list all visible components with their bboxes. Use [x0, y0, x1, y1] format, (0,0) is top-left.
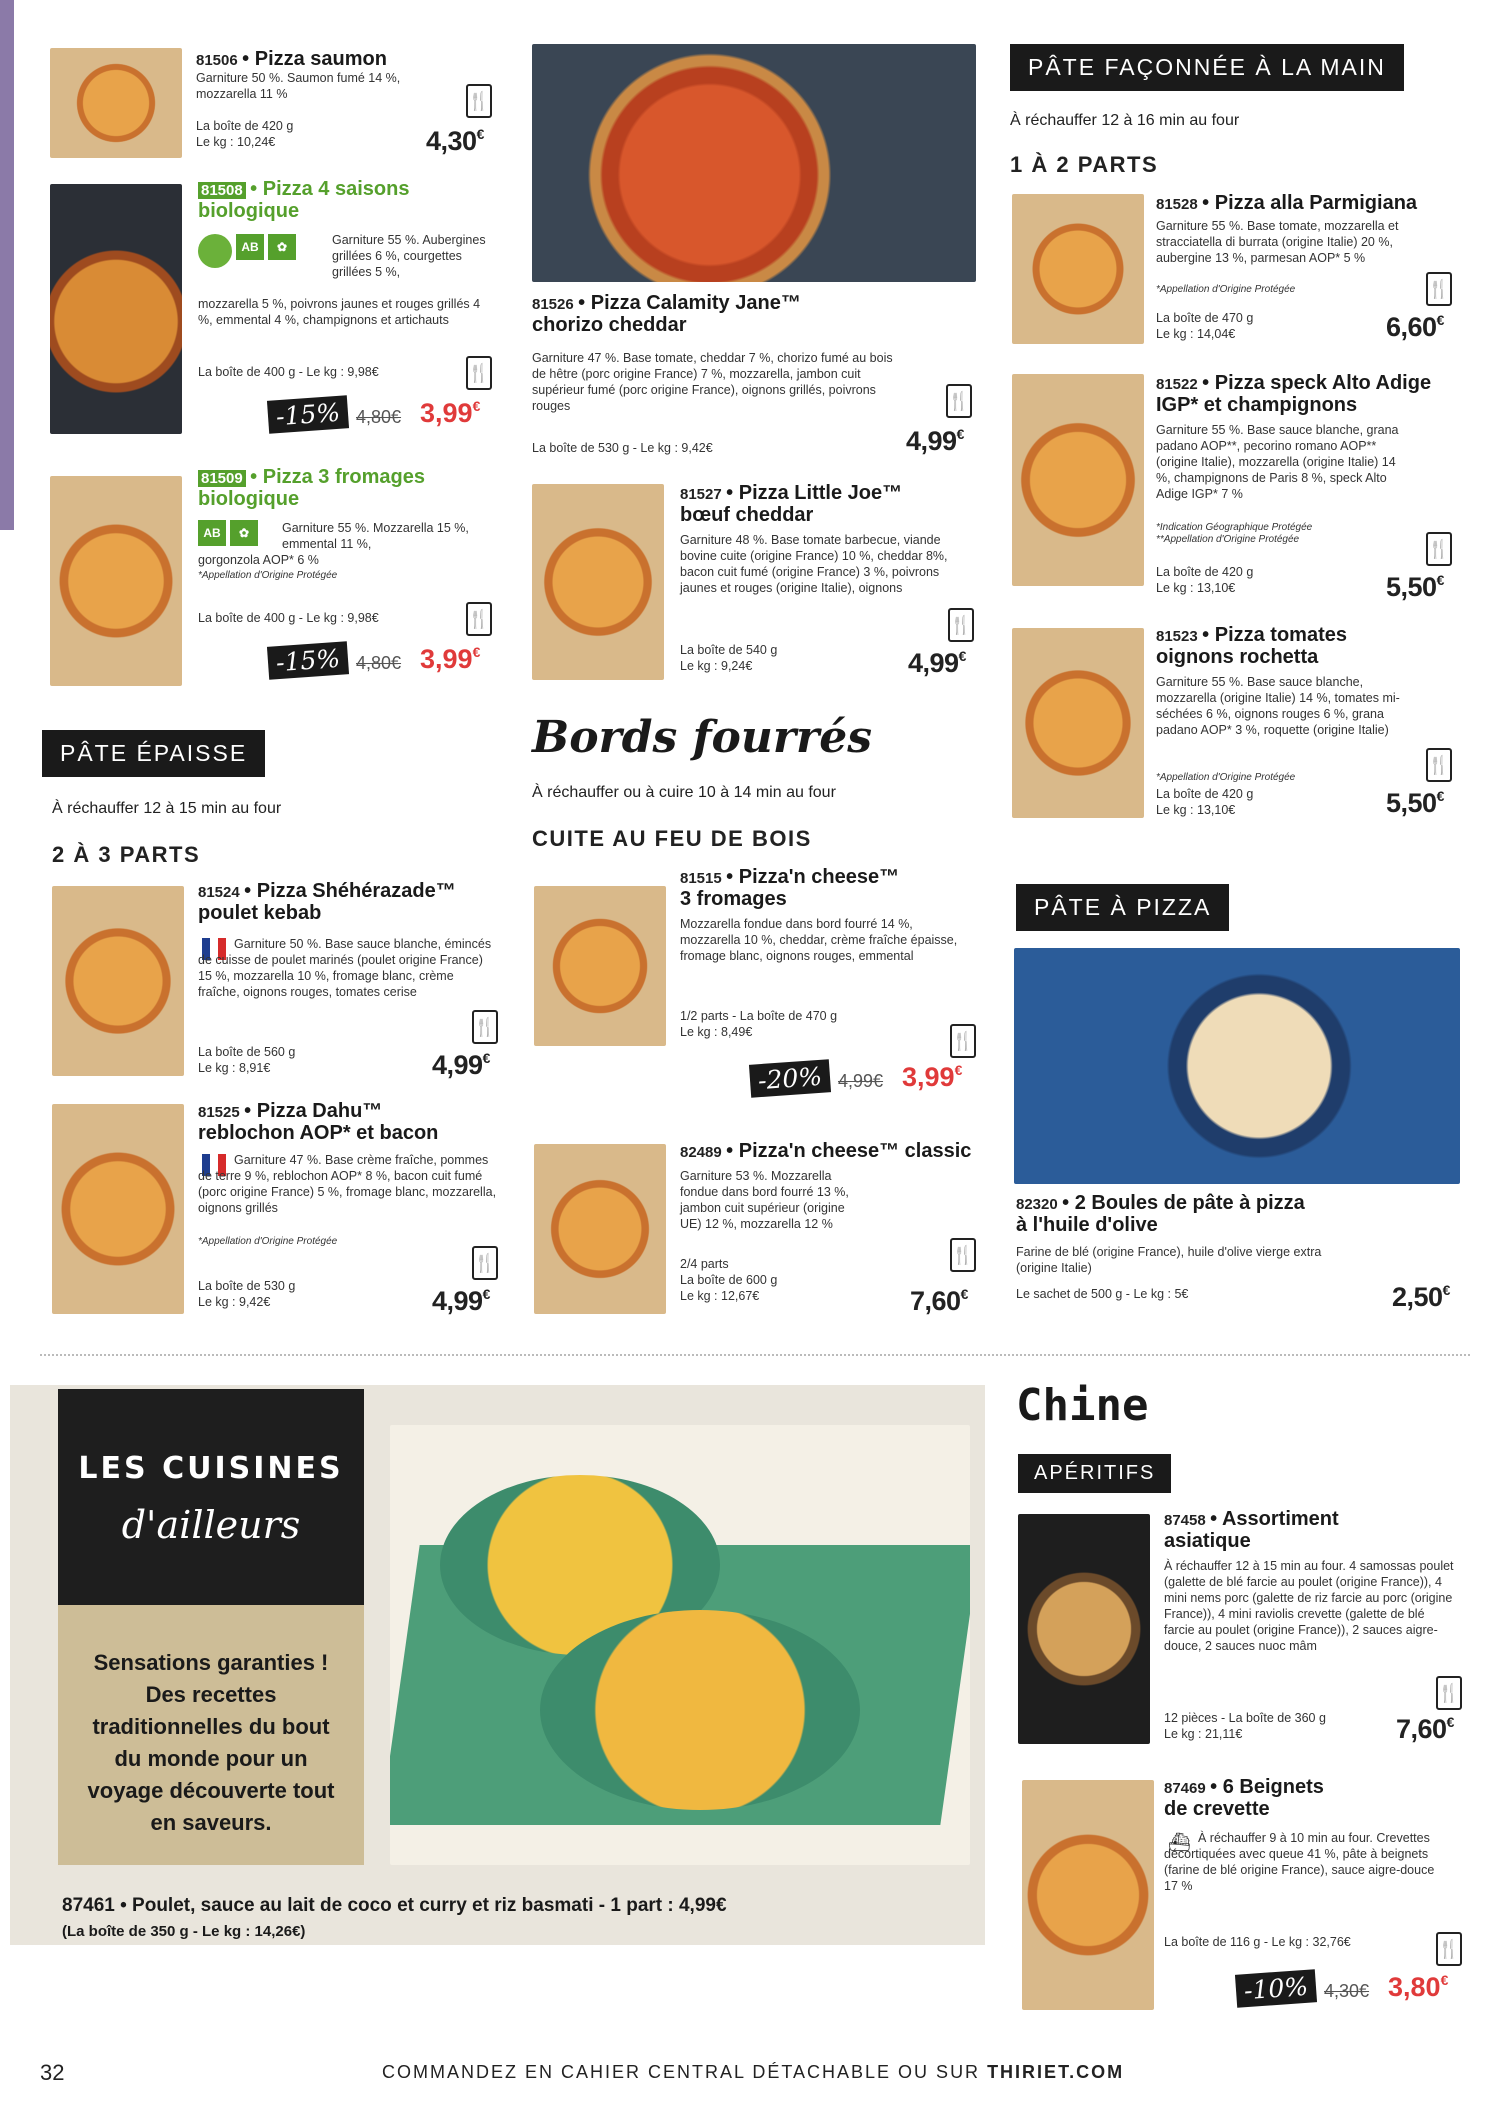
product-name-line1: • Pizza tomates	[1202, 624, 1347, 646]
banner-title-line2: d'ailleurs	[121, 1503, 301, 1547]
price-currency: €	[482, 1050, 490, 1066]
section-note: À réchauffer 12 à 16 min au four	[1010, 112, 1240, 129]
product-code: 81508	[198, 182, 246, 199]
product-photo	[534, 1144, 666, 1314]
price-currency: €	[472, 644, 481, 660]
footer-site-link[interactable]: THIRIET.COM	[987, 2062, 1125, 2082]
banner-title-line1: LES CUISINES	[78, 1451, 344, 1486]
product-price	[910, 1286, 968, 1317]
section-header-aperitifs: APÉRITIFS	[1018, 1454, 1171, 1493]
product-kg: Le kg : 13,10€	[1156, 803, 1236, 817]
price-currency: €	[1436, 312, 1444, 328]
product-name-line2: chorizo cheddar	[532, 314, 687, 336]
product-code: 81526	[532, 296, 574, 313]
product-price	[426, 126, 484, 157]
product-name-line1: • Assortiment	[1210, 1508, 1339, 1530]
product-price	[1392, 1282, 1450, 1313]
eu-organic-icon: ✿	[268, 234, 296, 260]
dough-photo	[1014, 948, 1460, 1184]
price-currency: €	[956, 426, 964, 442]
product-box: La boîte de 530 g - Le kg : 9,42€	[532, 441, 713, 455]
aop-note: *Appellation d'Origine Protégée	[198, 570, 338, 581]
price-value: 4,99	[906, 426, 957, 456]
old-price: 4,80€	[356, 407, 402, 427]
product-kg: Le kg : 10,24€	[196, 135, 276, 149]
old-price: 4,80€	[356, 653, 402, 673]
price-currency: €	[958, 648, 966, 664]
product-photo	[50, 48, 182, 158]
fork-knife-icon: 🍴	[948, 608, 974, 642]
section-note: À réchauffer ou à cuire 10 à 14 min au four	[532, 784, 836, 801]
product-box: La boîte de 420 g	[1156, 565, 1254, 579]
product-pieces: 12 pièces - La boîte de 360 g	[1164, 1711, 1326, 1725]
product-name-line1: • Pizza Shéhérazade™	[244, 880, 456, 902]
aop-note: **Appellation d'Origine Protégée	[1156, 534, 1300, 545]
section-title-bords-fourres: Bords fourrés	[532, 712, 872, 763]
product-price	[1396, 1714, 1454, 1745]
product-name-line2: reblochon AOP* et bacon	[198, 1122, 439, 1144]
fork-knife-icon: 🍴	[950, 1238, 976, 1272]
fork-knife-icon: 🍴	[950, 1024, 976, 1058]
product-81527	[532, 482, 982, 682]
price-currency: €	[482, 1286, 490, 1302]
product-kg: Le kg : 13,10€	[1156, 581, 1236, 595]
product-kg: Le kg : 14,04€	[1156, 327, 1236, 341]
new-price	[420, 644, 480, 675]
product-price	[1386, 312, 1444, 343]
fork-knife-icon: 🍴	[1426, 272, 1452, 306]
product-81522	[1010, 372, 1460, 612]
organic-badges	[198, 520, 258, 546]
fork-knife-icon: 🍴	[472, 1246, 498, 1280]
new-price	[902, 1062, 962, 1093]
product-code: 82489	[680, 1144, 722, 1161]
banner-product-details: (La boîte de 350 g - Le kg : 14,26€)	[62, 1923, 306, 1940]
product-name-text: Pizza saumon	[254, 48, 387, 70]
fork-knife-icon: 🍴	[1426, 748, 1452, 782]
sidebar-accent	[0, 0, 14, 530]
banner-tagline: Sensations garanties ! Des recettes traditionnelles du bout du monde pour un voyage découverte tout en saveurs.	[87, 1650, 335, 1835]
product-code: 81528	[1156, 196, 1198, 213]
product-name: • Pizza alla Parmigiana	[1202, 192, 1418, 214]
fork-knife-icon: 🍴	[946, 384, 972, 418]
ab-label-icon: AB	[236, 234, 264, 260]
product-desc: Garniture 53 %. Mozzarella fondue dans bord fourré 13 %, jambon cuit supérieur (origine UE) 12 %, mozzarella 12 %	[680, 1169, 849, 1231]
product-name-line1: • Pizza'n cheese™	[726, 866, 900, 888]
price-currency: €	[1442, 1282, 1450, 1298]
product-code: 87469	[1164, 1780, 1206, 1797]
product-desc: Farine de blé (origine France), huile d'olive vierge extra (origine Italie)	[1016, 1245, 1322, 1275]
product-code: 81527	[680, 486, 722, 503]
product-kg: Le kg : 8,91€	[198, 1061, 271, 1075]
product-photo	[50, 184, 182, 434]
product-name-line1: • 2 Boules de pâte à pizza	[1062, 1192, 1305, 1214]
product-desc: Garniture 55 %. Base tomate, mozzarella et stracciatella di burrata (origine Italie) 20 %, aubergine 13 %, parmesan AOP* 5 %	[1156, 219, 1399, 265]
hero-pizza-photo	[532, 44, 976, 282]
aop-note: *Appellation d'Origine Protégée	[1156, 772, 1296, 783]
new-price-value: 3,99	[420, 644, 473, 674]
new-price-value: 3,80	[1388, 1972, 1441, 2002]
product-name: • Pizza'n cheese™ classic	[726, 1140, 972, 1162]
product-price	[1386, 572, 1444, 603]
footer-label: COMMANDEZ EN CAHIER CENTRAL DÉTACHABLE OU SUR	[382, 2062, 988, 2082]
product-kg: Le kg : 12,67€	[680, 1289, 760, 1303]
organic-badges	[198, 234, 296, 268]
product-82489	[532, 1140, 982, 1324]
page-number: 32	[40, 2060, 65, 2085]
curry-bowl	[540, 1610, 860, 1810]
boat-icon: ⛴	[1168, 1832, 1191, 1852]
fork-knife-icon: 🍴	[466, 356, 492, 390]
product-code: 81525	[198, 1104, 240, 1121]
product-name-line2: de crevette	[1164, 1798, 1270, 1820]
product-box: La boîte de 600 g	[680, 1273, 778, 1287]
product-desc: Garniture 48 %. Base tomate barbecue, viande bovine cuite (origine France) 10 %, cheddar 8%, bacon cuit fumé (origine France) 3 %, poivrons jaunes et rouges (origine Italie), oignons	[680, 533, 948, 595]
price-value: 4,99	[908, 648, 959, 678]
product-81508	[50, 178, 500, 436]
eu-organic-icon: ✿	[230, 520, 258, 546]
product-kg: Le kg : 9,42€	[198, 1295, 271, 1309]
product-kg: Le kg : 9,24€	[680, 659, 753, 673]
product-81515	[532, 866, 982, 1096]
product-photo	[1018, 1514, 1150, 1744]
product-photo	[1022, 1780, 1154, 2010]
new-price-value: 3,99	[420, 398, 473, 428]
product-code: 81506	[196, 52, 238, 69]
product-desc-1: Garniture 55 %. Mozzarella 15 %, emmental 11 %,	[282, 521, 469, 551]
banner-product-line: 87461 • Poulet, sauce au lait de coco et curry et riz basmati - 1 part : 4,99€	[62, 1895, 727, 1916]
section-note: À réchauffer 12 à 15 min au four	[52, 800, 282, 817]
product-box: La boîte de 116 g - Le kg : 32,76€	[1164, 1935, 1351, 1949]
product-desc: Mozzarella fondue dans bord fourré 14 %, mozzarella 10 %, cheddar, crème fraîche épaisse, fromage blanc, oignons rouges, emmental	[680, 917, 958, 963]
product-name-line1: • Pizza Little Joe™	[726, 482, 903, 504]
product-box: Le sachet de 500 g - Le kg : 5€	[1016, 1287, 1189, 1301]
banner-title-panel	[58, 1389, 364, 1605]
discount-badge: -15%	[267, 395, 349, 434]
product-name-line2: à l'huile d'olive	[1016, 1214, 1158, 1236]
product-81509	[50, 466, 500, 696]
product-box: La boîte de 530 g	[198, 1279, 296, 1293]
fork-knife-icon: 🍴	[1426, 532, 1452, 566]
product-name-line2: asiatique	[1164, 1530, 1251, 1552]
product-name-line2: 3 fromages	[680, 888, 787, 910]
product-name-line2: oignons rochetta	[1156, 646, 1319, 668]
product-name-line2: bœuf cheddar	[680, 504, 814, 526]
banner-text-panel	[58, 1605, 364, 1865]
price-currency: €	[472, 398, 481, 414]
product-desc: Garniture 55 %. Base sauce blanche, mozzarella (origine Italie) 14 %, tomates mi-séchées 6 %, oignons rouges 6 %, grana padano AOP* 3 %, roquette (origine Italie)	[1156, 675, 1400, 737]
product-code: 87458	[1164, 1512, 1206, 1529]
product-parts: 1/2 parts - La boîte de 470 g	[680, 1009, 838, 1023]
product-box: La boîte de 470 g	[1156, 311, 1254, 325]
product-desc: Garniture 50 %. Saumon fumé 14 %, mozzarella 11 %	[196, 71, 401, 101]
price-value: 7,60	[1396, 1714, 1447, 1744]
product-name-line1: • Pizza speck Alto Adige	[1202, 372, 1432, 394]
discount-badge: -10%	[1235, 1969, 1317, 2008]
new-price	[420, 398, 480, 429]
product-photo	[50, 476, 182, 686]
product-81528	[1010, 192, 1460, 362]
aop-note: *Appellation d'Origine Protégée	[1156, 284, 1296, 295]
product-code: 81524	[198, 884, 240, 901]
price-value: 4,99	[432, 1050, 483, 1080]
product-price	[908, 648, 966, 679]
product-desc: Garniture 55 %. Base sauce blanche, grana padano AOP**, pecorino romano AOP** (origine Italie), mozzarella (origine Italie) 14 %, champignons de Paris 8 %, speck Alto Adige IGP* 7 %	[1156, 423, 1399, 501]
cuisines-banner	[10, 1385, 985, 1945]
new-price	[1388, 1972, 1448, 2003]
section-divider	[40, 1354, 1470, 1356]
price-currency: €	[476, 126, 484, 142]
product-box: La boîte de 420 g	[1156, 787, 1254, 801]
footer-text	[382, 2062, 1124, 2083]
product-name-line2: poulet kebab	[198, 902, 322, 924]
product-photo	[534, 886, 666, 1046]
product-parts: 2/4 parts	[680, 1257, 729, 1271]
price-currency: €	[954, 1062, 963, 1078]
fork-knife-icon: 🍴	[466, 602, 492, 636]
product-87458	[1018, 1508, 1468, 1748]
ab-label-icon: AB	[198, 520, 226, 546]
product-desc: Garniture 50 %. Base sauce blanche, émincés de cuisse de poulet marinés (poulet origine France) 15 %, mozzarella 10 %, fromage blanc, crème fraîche, oignons rouges, tomates cerise	[198, 937, 492, 999]
product-code: 81522	[1156, 376, 1198, 393]
product-desc-2: mozzarella 5 %, poivrons jaunes et rouges grillés 4 %, emmental 4 %, champignons et artichauts	[198, 297, 481, 327]
product-price	[1386, 788, 1444, 819]
fork-knife-icon: 🍴	[466, 84, 492, 118]
product-desc-1: Garniture 55 %. Aubergines grillées 6 %, courgettes grillées 5 %,	[332, 233, 486, 279]
product-price	[432, 1286, 490, 1317]
product-box: La boîte de 420 g	[196, 119, 294, 133]
price-currency: €	[960, 1286, 968, 1302]
product-photo	[1012, 374, 1144, 586]
price-value: 5,50	[1386, 572, 1437, 602]
fork-knife-icon: 🍴	[1436, 1932, 1462, 1966]
product-code: 81523	[1156, 628, 1198, 645]
price-value: 6,60	[1386, 312, 1437, 342]
product-photo	[52, 886, 184, 1076]
price-value: 4,99	[432, 1286, 483, 1316]
new-price-value: 3,99	[902, 1062, 955, 1092]
product-photo	[1012, 194, 1144, 344]
product-name-line1: • Pizza 3 fromages	[250, 466, 426, 488]
product-81524	[52, 880, 502, 1080]
product-box: La boîte de 540 g	[680, 643, 778, 657]
discount-badge: -15%	[267, 641, 349, 680]
section-parts: 2 À 3 PARTS	[52, 842, 201, 867]
section-title-chine: Chine	[1016, 1380, 1149, 1431]
product-name-line1: • Pizza Calamity Jane™	[578, 292, 801, 314]
product-desc: À réchauffer 9 à 10 min au four. Crevettes décortiquées avec queue 41 %, pâte à beignets (farine de blé origine France), sauce aigre-douce 17 %	[1164, 1831, 1435, 1893]
product-desc-2: gorgonzola AOP* 6 %	[198, 553, 319, 567]
product-81525	[52, 1100, 502, 1320]
product-code: 81515	[680, 870, 722, 887]
old-price: 4,30€	[1324, 1981, 1370, 2001]
section-subheader: CUITE AU FEU DE BOIS	[532, 826, 812, 851]
section-header-pate-faconnee: PÂTE FAÇONNÉE À LA MAIN	[1010, 44, 1404, 91]
section-parts: 1 À 2 PARTS	[1010, 152, 1159, 177]
price-value: 2,50	[1392, 1282, 1443, 1312]
product-box: La boîte de 400 g - Le kg : 9,98€	[198, 611, 379, 625]
price-currency: €	[1440, 1972, 1449, 1988]
organic-leaf-icon	[198, 234, 232, 268]
product-code: 82320	[1016, 1196, 1058, 1213]
product-photo	[532, 484, 664, 680]
product-name-line2: biologique	[198, 200, 300, 222]
section-header-pate-epaisse: PÂTE ÉPAISSE	[42, 730, 265, 777]
product-81523	[1010, 624, 1460, 832]
price-value: 5,50	[1386, 788, 1437, 818]
old-price: 4,99€	[838, 1071, 884, 1091]
product-kg: Le kg : 21,11€	[1164, 1727, 1243, 1741]
product-name-line1: • Pizza 4 saisons	[250, 178, 410, 200]
product-box: La boîte de 560 g	[198, 1045, 296, 1059]
product-price	[432, 1050, 490, 1081]
product-desc: À réchauffer 12 à 15 min au four. 4 samossas poulet (galette de blé farcie au poulet (origine France)), 4 mini nems porc (galette de riz farcie au porc (origine France)), 4 mini raviolis crevette (galette de blé farcie au poulet (origine France)), 2 sauces aigre-douce, 2 sauces nuoc mâm	[1164, 1559, 1454, 1653]
product-name-line2: IGP* et champignons	[1156, 394, 1358, 416]
product-name-line1: • 6 Beignets	[1210, 1776, 1324, 1798]
product-photo	[1012, 628, 1144, 818]
product-82320	[1016, 1192, 1466, 1322]
product-name: • Pizza saumon	[242, 48, 387, 70]
curry-rice-photo	[390, 1425, 970, 1865]
fork-knife-icon: 🍴	[1436, 1676, 1462, 1710]
price-currency: €	[1436, 788, 1444, 804]
product-kg: Le kg : 8,49€	[680, 1025, 753, 1039]
product-name-line2: biologique	[198, 488, 300, 510]
product-price	[906, 426, 964, 457]
product-desc: Garniture 47 %. Base crème fraîche, pommes de terre 9 %, reblochon AOP* 8 %, bacon cuit fumé (porc origine France) 5 %, fromage blanc, mozzarella, oignons grillés	[198, 1153, 497, 1215]
product-81526	[532, 292, 982, 462]
product-code: 81509	[198, 470, 246, 487]
product-photo	[52, 1104, 184, 1314]
aop-note: *Appellation d'Origine Protégée	[198, 1236, 338, 1247]
igp-note: *Indication Géographique Protégée	[1156, 522, 1313, 533]
product-box: La boîte de 400 g - Le kg : 9,98€	[198, 365, 379, 379]
price-value: 7,60	[910, 1286, 961, 1316]
price-currency: €	[1436, 572, 1444, 588]
product-87469	[1018, 1776, 1468, 2016]
price-currency: €	[1446, 1714, 1454, 1730]
price-value: 4,30	[426, 126, 477, 156]
product-desc: Garniture 47 %. Base tomate, cheddar 7 %, chorizo fumé au bois de hêtre (porc origine France) 7 %, mozzarella, jambon cuit supérieur fumé (porc origine France), oignons grillés, poivrons rouges	[532, 351, 893, 413]
product-81506	[50, 48, 490, 168]
section-header-pate-a-pizza: PÂTE À PIZZA	[1016, 884, 1229, 931]
product-name-line1: • Pizza Dahu™	[244, 1100, 383, 1122]
discount-badge: -20%	[749, 1059, 831, 1098]
fork-knife-icon: 🍴	[472, 1010, 498, 1044]
